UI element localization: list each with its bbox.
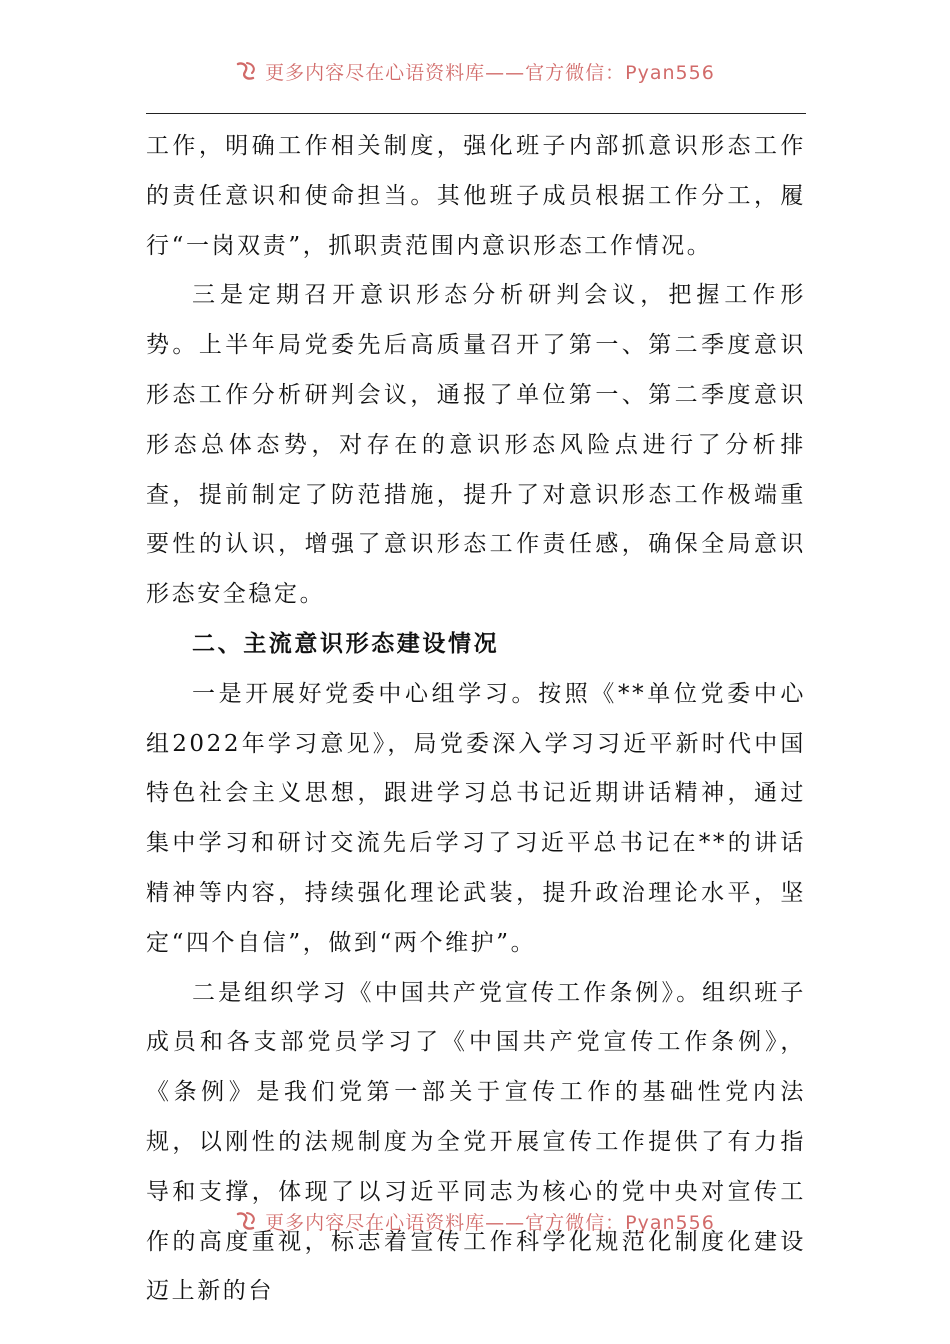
watermark-logo-icon <box>235 60 259 84</box>
paragraph-central-group-study: 一是开展好党委中心组学习。按照《**单位党委中心组2022年学习意见》，局党委深入学习习近平新时代中国特色社会主义思想，跟进学习总书记近期讲话精神，通过集中学习和研讨交流先后学习了习近平总书记在**的讲话精神等内容，持续强化理论武装，提升政治理论水平，坚定“四个自信”，做到“两个维护”。 <box>146 680 806 956</box>
watermark-logo-icon <box>235 1210 259 1234</box>
watermark-text: 更多内容尽在心语资料库——官方微信：Pyan556 <box>265 1212 715 1234</box>
header-rule <box>146 113 806 114</box>
paragraph-continuation: 工作，明确工作相关制度，强化班子内部抓意识形态工作的责任意识和使命担当。其他班子成员根据工作分工，履行“一岗双责”，抓职责范围内意识形态工作情况。 <box>146 133 806 259</box>
paragraph-analysis-meetings: 三是定期召开意识形态分析研判会议，把握工作形势。上半年局党委先后高质量召开了第一、第二季度意识形态工作分析研判会议，通报了单位第一、第二季度意识形态总体态势，对存在的意识形态风险点进行了分析排查，提前制定了防范措施，提升了对意识形态工作极端重要性的认识，增强了意识形态工作责任感，确保全局意识形态安全稳定。 <box>146 282 806 608</box>
section-heading: 二、主流意识形态建设情况 <box>192 630 500 657</box>
footer-watermark <box>0 1208 950 1235</box>
paragraph-propaganda-regulations: 二是组织学习《中国共产党宣传工作条例》。组织班子成员和各支部党员学习了《中国共产党宣传工作条例》，《条例》是我们党第一部关于宣传工作的基础性党内法规，以刚性的法规制度为全党开展宣传工作提供了有力指导和支撑，体现了以习近平同志为核心的党中央对宣传工作的高度重视，标志着宣传工作科学化规范化制度化建设迈上新的台 <box>146 979 806 1305</box>
watermark-text: 更多内容尽在心语资料库——官方微信：Pyan556 <box>265 62 715 84</box>
document-body <box>146 122 806 1317</box>
header-watermark <box>0 58 950 85</box>
